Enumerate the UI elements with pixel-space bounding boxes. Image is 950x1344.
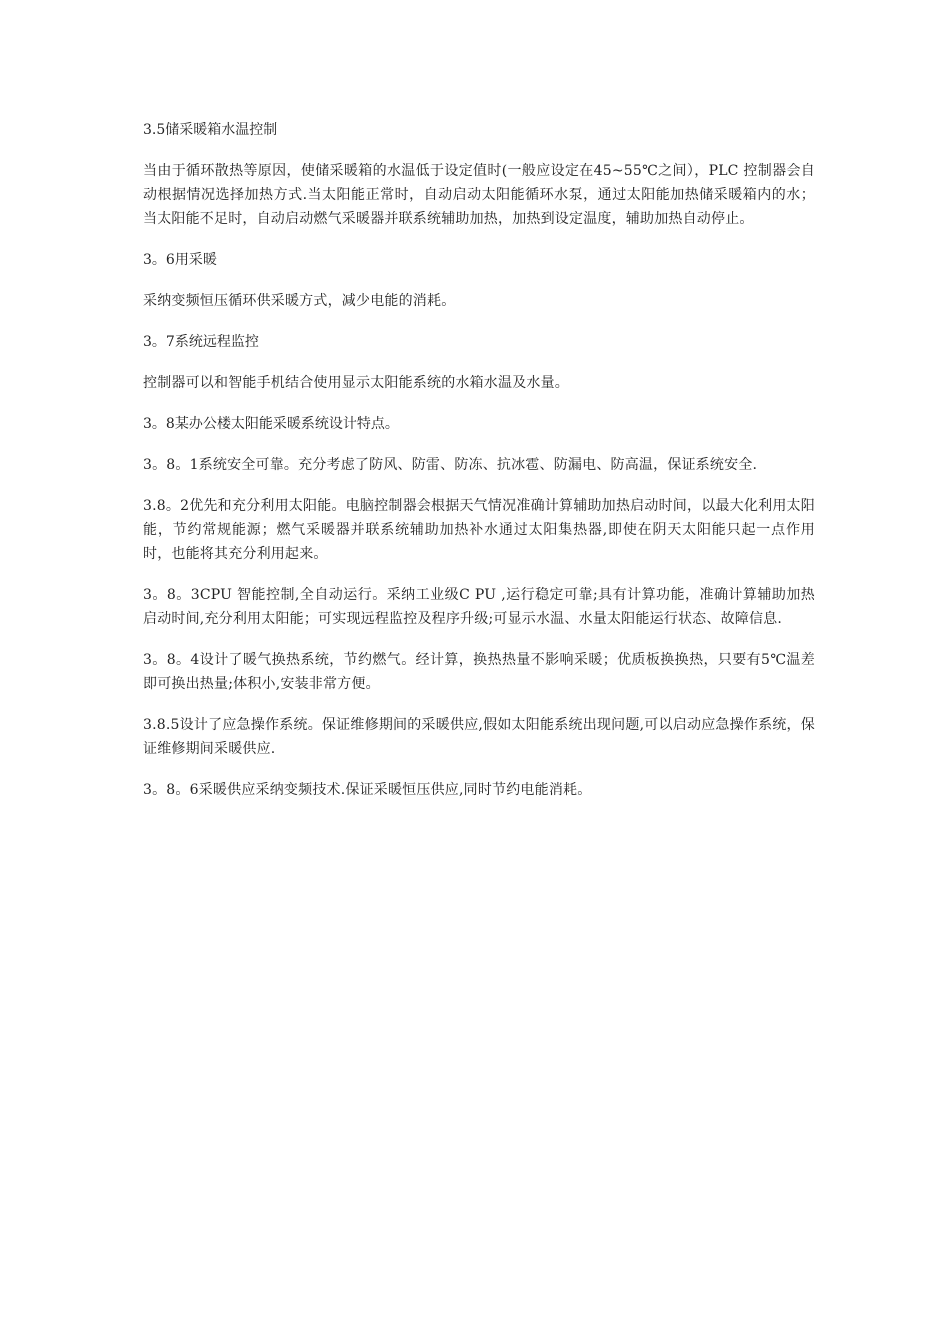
- document-page: [143, 118, 815, 819]
- section-heading-3-5: 3.5储采暖箱水温控制: [143, 122, 278, 138]
- paragraph-3-8-2: 3.8。2优先和充分利用太阳能。电脑控制器会根据天气情况准确计算辅助加热启动时间，以最大化利用太阳能，节约常规能源；燃气采暖器并联系统辅助加热补水通过太阳集热器,即使在阴天太阳能只起一点作用时，也能将其充分利用起来。: [143, 498, 815, 562]
- section-heading-3-6: 3。6用采暖: [143, 252, 217, 268]
- paragraph-3-8-3: 3。8。3CPU 智能控制,全自动运行。采纳工业级C PU ,运行稳定可靠;具有计算功能，准确计算辅助加热启动时间,充分利用太阳能；可实现远程监控及程序升级;可显示水温、水量太阳能运行状态、故障信息.: [143, 587, 815, 627]
- section-heading-3-7: 3。7系统远程监控: [143, 334, 259, 350]
- paragraph-3-8-5: 3.8.5设计了应急操作系统。保证维修期间的采暖供应,假如太阳能系统出现问题,可以启动应急操作系统，保证维修期间采暖供应.: [143, 717, 815, 757]
- paragraph-3-8-6: 3。8。6采暖供应采纳变频技术.保证采暖恒压供应,同时节约电能消耗。: [143, 782, 592, 798]
- paragraph-water-temp-control: 当由于循环散热等原因，使储采暖箱的水温低于设定值时(一般应设定在45~55℃之间），PLC 控制器会自动根据情况选择加热方式.当太阳能正常时，自动启动太阳能循环水泵，通过太阳能加热储采暖箱内的水；当太阳能不足时，自动启动燃气采暖器并联系统辅助加热，加热到设定温度，辅助加热自动停止。: [143, 163, 815, 227]
- paragraph-3-8-4: 3。8。4设计了暖气换热系统，节约燃气。经计算，换热热量不影响采暖；优质板换换热，只要有5℃温差即可换出热量;体积小,安装非常方便。: [143, 652, 815, 692]
- paragraph-heating-mode: 采纳变频恒压循环供采暖方式，减少电能的消耗。: [143, 293, 456, 309]
- paragraph-remote-monitoring: 控制器可以和智能手机结合使用显示太阳能系统的水箱水温及水量。: [143, 375, 569, 391]
- paragraph-3-8-1: 3。8。1系统安全可靠。充分考虑了防风、防雷、防冻、抗冰雹、防漏电、防高温，保证系统安全.: [143, 457, 758, 473]
- section-heading-3-8: 3。8某办公楼太阳能采暖系统设计特点。: [143, 416, 399, 432]
